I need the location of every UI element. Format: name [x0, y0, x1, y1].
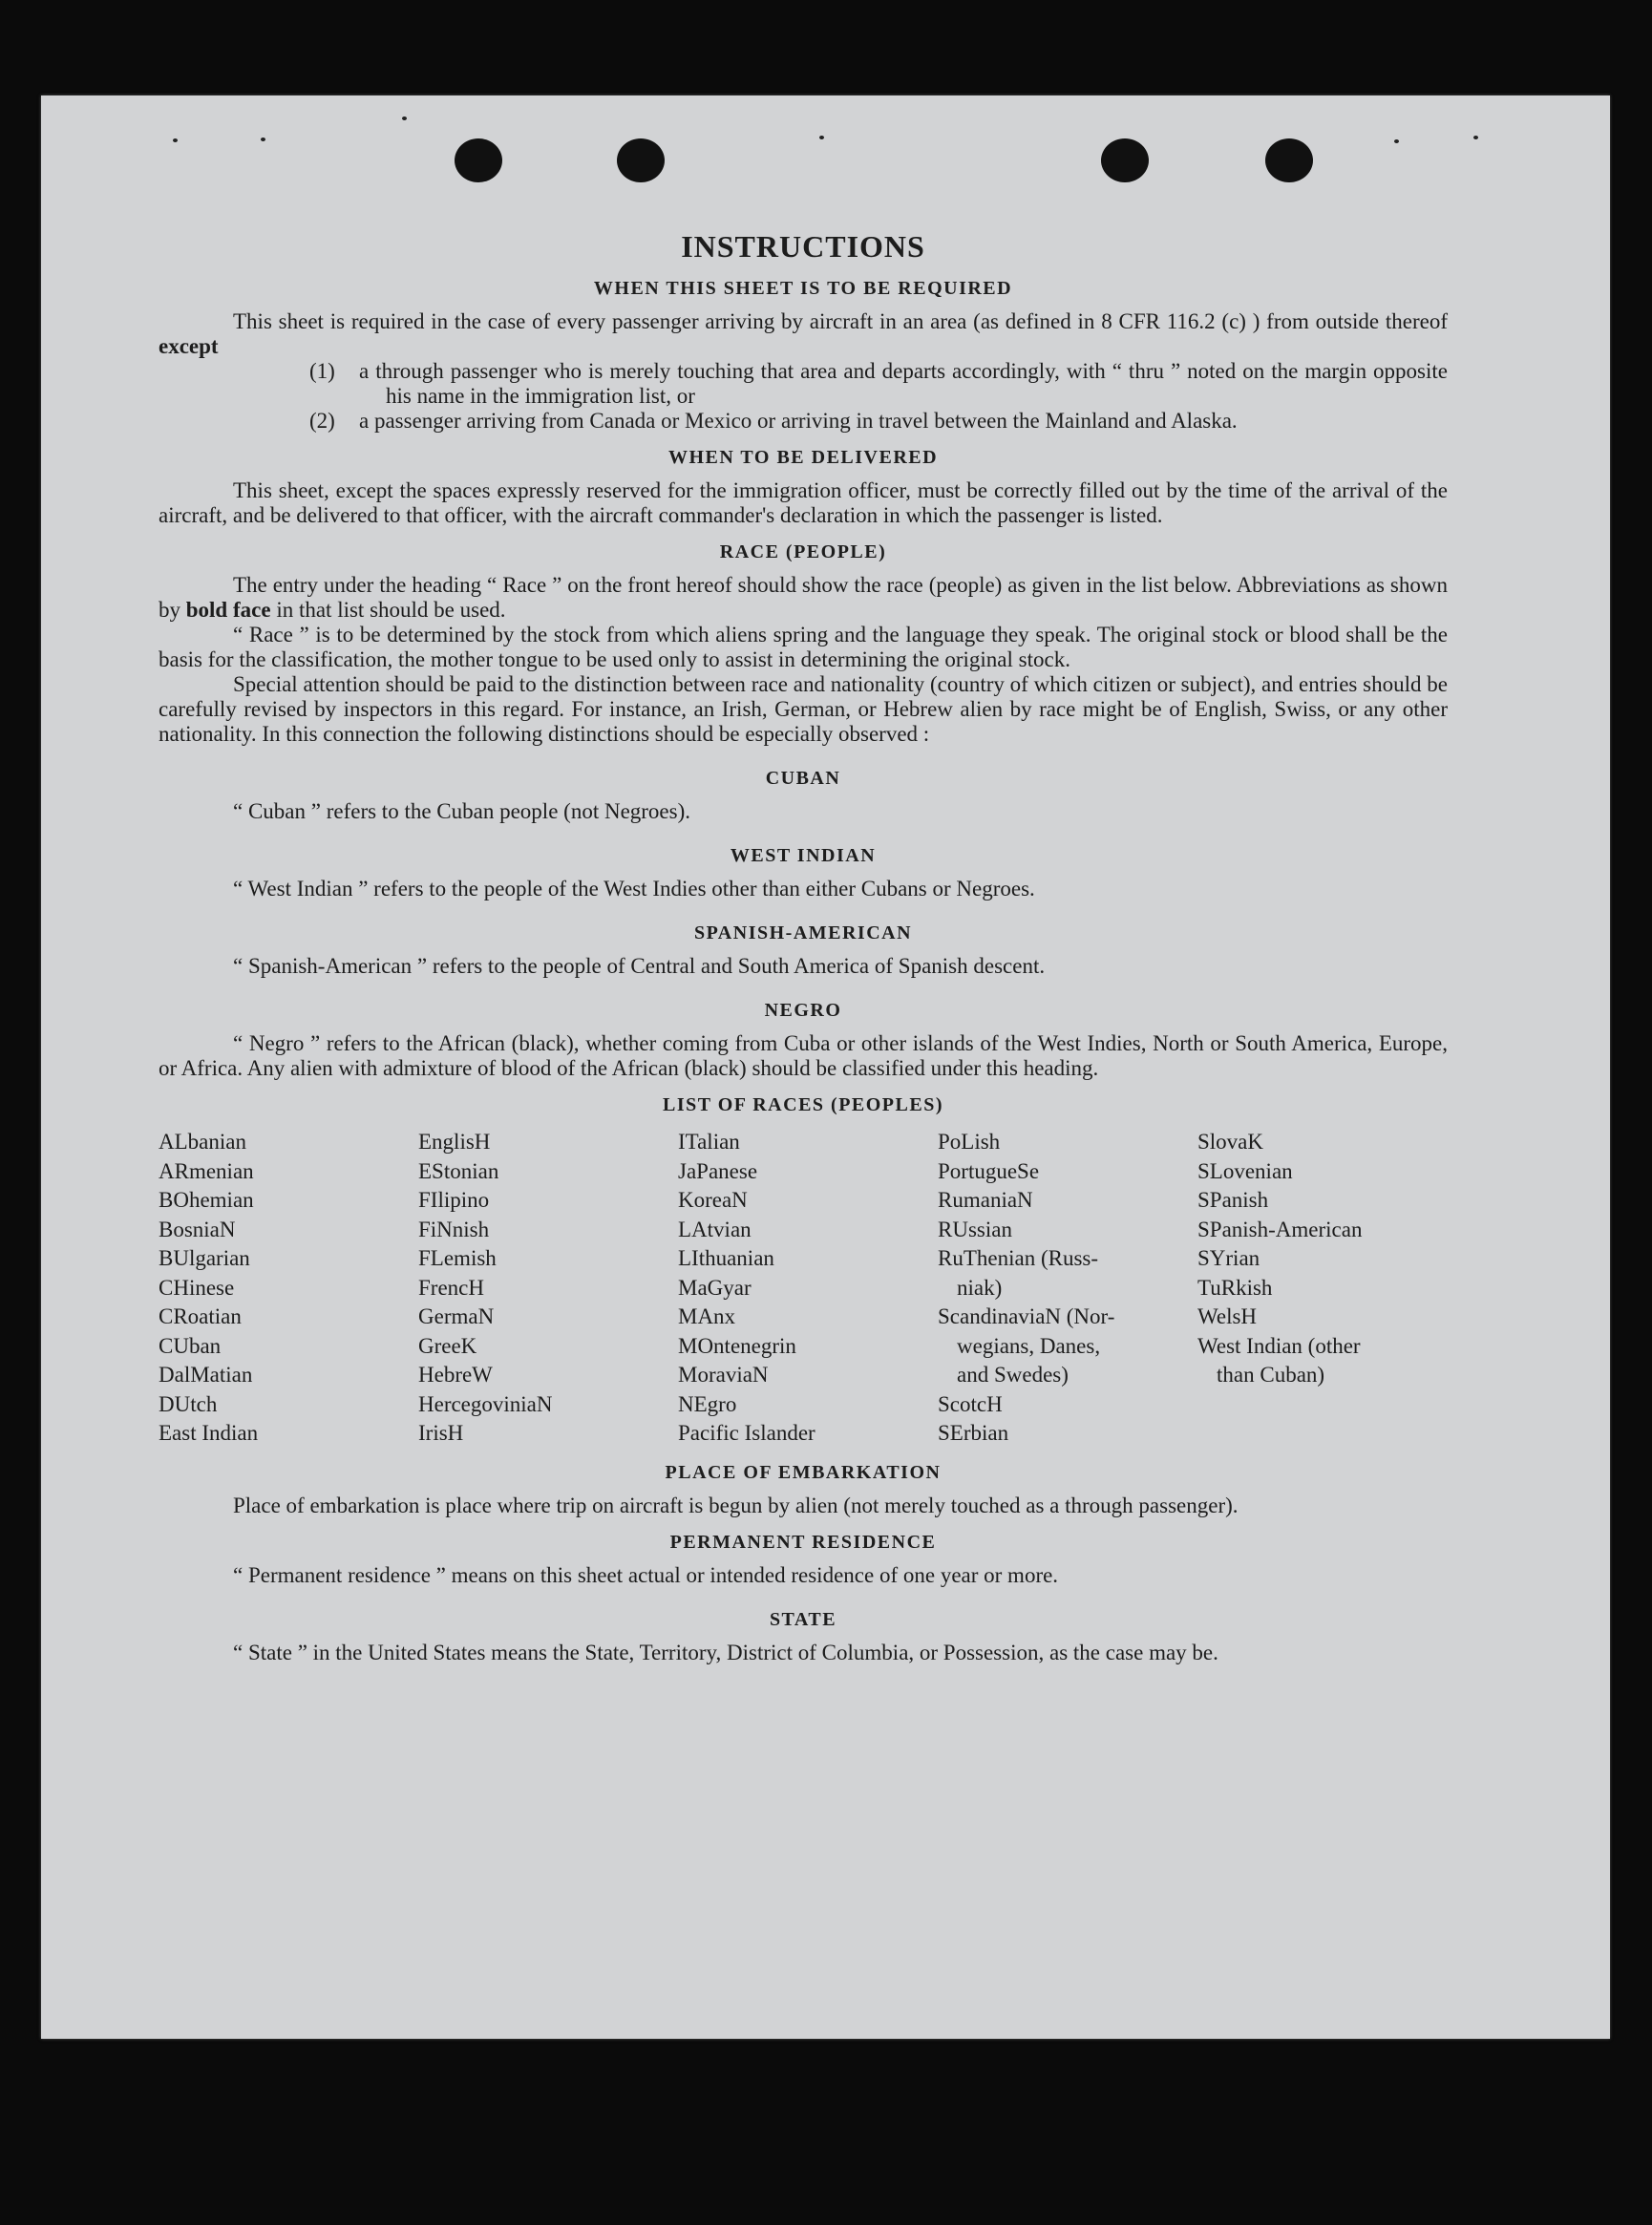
residence-text: “ Permanent residence ” means on this sheet actual or intended residence of one year or more. [233, 1562, 1059, 1587]
race-entry: FrencH [418, 1275, 484, 1300]
race-entry: than Cuban) [1217, 1363, 1325, 1387]
race-entry: wegians, Danes, [957, 1333, 1101, 1358]
race-entry: DUtch [159, 1391, 218, 1416]
negro-text: “ Negro ” refers to the African (black), whether coming from Cuba or other islands of the West Indies, North or South America, Europe, or Africa. Any alien with admixture of blood of the African (black) should be classified under this heading. [159, 1031, 1448, 1080]
item-number: (1) [309, 359, 335, 383]
page-title: INSTRUCTIONS [681, 229, 925, 264]
race-entry: CUban [159, 1333, 222, 1358]
when-delivered-text: This sheet, except the spaces expressly reserved for the immigration officer, must be correctly filled out by the time of the arrival of the aircraft, and be delivered to that officer, with the aircraft commander's declaration in which the passenger is listed. [159, 478, 1448, 527]
race-paragraph-3: Special attention should be paid to the distinction between race and nationality (country of which citizen or subject), and entries should be carefully revised by inspectors in this regard. For instance, an Irish, German, or Hebrew alien by race might be of English, Swiss, or any other nationality. In this connection the following distinctions should be especially observed : [159, 672, 1448, 746]
race-entry: SErbian [938, 1421, 1009, 1445]
race-entry: ALbanian [159, 1130, 246, 1154]
race-entry: SlovaK [1197, 1130, 1263, 1154]
race-entry: MOntenegrin [678, 1333, 796, 1358]
races-column [1197, 1128, 1448, 1449]
when-required-intro [159, 309, 1448, 359]
race-entry: DalMatian [159, 1363, 253, 1387]
race-entry: BOhemian [159, 1188, 254, 1212]
race-entry: and Swedes) [957, 1363, 1069, 1387]
races-column [678, 1128, 938, 1449]
race-entry: SYrian [1197, 1246, 1260, 1270]
speck [402, 117, 407, 120]
races-column [418, 1128, 678, 1449]
race-entry: ScandinaviaN (Nor- [938, 1304, 1115, 1328]
race-entry: JaPanese [678, 1158, 758, 1183]
item-number: (2) [309, 409, 335, 433]
race-entry: MaGyar [678, 1275, 752, 1300]
heading-residence: PERMANENT RESIDENCE [669, 1531, 937, 1553]
race-entry: CHinese [159, 1275, 235, 1300]
race-entry: FiNnish [418, 1217, 490, 1241]
race-entry: PortugueSe [938, 1158, 1040, 1183]
race-paragraph-1 [159, 573, 1448, 623]
race-entry: MoraviaN [678, 1363, 769, 1387]
race-entry: GreeK [418, 1333, 477, 1358]
item-text: a through passenger who is merely touching that area and departs accordingly, with “ thru ” noted on the margin opposite his name in the immigration list, or [359, 359, 1448, 408]
instructions-content [159, 134, 1448, 1665]
race-p1-bold: bold face [185, 598, 271, 622]
race-entry: niak) [957, 1275, 1003, 1300]
race-entry: RuThenian (Russ- [938, 1246, 1099, 1270]
heading-spanish-american: SPANISH-AMERICAN [693, 922, 913, 943]
race-entry: EnglisH [418, 1130, 491, 1154]
race-entry: PoLish [938, 1130, 1001, 1154]
race-p1-text: The entry under the heading “ Race ” on the front hereof should show the race (people) as given in the list below. Abbreviations as shown by [159, 573, 1448, 622]
race-entry: RUssian [938, 1217, 1012, 1241]
race-entry: NEgro [678, 1391, 737, 1416]
west-indian-text: “ West Indian ” refers to the people of the West Indies other than either Cubans or Negroes. [233, 877, 1035, 901]
heading-when-delivered: WHEN TO BE DELIVERED [667, 447, 939, 468]
race-entry: FIlipino [418, 1188, 490, 1212]
races-column [159, 1128, 418, 1449]
spanish-american-text: “ Spanish-American ” refers to the people of Central and South America of Spanish descent. [233, 954, 1046, 978]
heading-west-indian: WEST INDIAN [730, 845, 877, 866]
race-paragraph-2: “ Race ” is to be determined by the stock from which aliens spring and the language they speak. The original stock or blood shall be the basis for the classification, the mother tongue to be used only to assist in determining the original stock. [159, 623, 1448, 671]
race-entry: SPanish-American [1197, 1217, 1363, 1241]
speck [1473, 136, 1478, 139]
race-entry: IrisH [418, 1421, 464, 1445]
race-entry: ITalian [678, 1130, 740, 1154]
heading-state: STATE [769, 1608, 837, 1630]
race-entry: Pacific Islander [678, 1421, 815, 1445]
heading-embarkation: PLACE OF EMBARKATION [665, 1461, 942, 1483]
race-entry: BUlgarian [159, 1246, 250, 1270]
race-entry: KoreaN [678, 1188, 748, 1212]
race-entry: BosniaN [159, 1217, 236, 1241]
race-p1-text-end: in that list should be used. [270, 598, 506, 622]
race-entry: LAtvian [678, 1217, 752, 1241]
race-entry: WelsH [1197, 1304, 1258, 1328]
race-entry: HercegoviniaN [418, 1391, 553, 1416]
race-entry: MAnx [678, 1304, 736, 1328]
heading-negro: NEGRO [764, 1000, 842, 1021]
state-text: “ State ” in the United States means the State, Territory, District of Columbia, or Possession, as the case may be. [233, 1640, 1218, 1664]
heading-races-list: LIST OF RACES (PEOPLES) [662, 1094, 943, 1115]
races-list [159, 1128, 1448, 1449]
race-entry: LIthuanian [678, 1246, 774, 1270]
race-entry: TuRkish [1197, 1275, 1273, 1300]
race-entry: FLemish [418, 1246, 497, 1270]
exception-item-1 [159, 359, 1448, 409]
heading-when-required: WHEN THIS SHEET IS TO BE REQUIRED [593, 278, 1013, 299]
race-entry: SPanish [1197, 1188, 1269, 1212]
exception-item-2 [159, 409, 1448, 434]
race-entry: RumaniaN [938, 1188, 1033, 1212]
intro-text: This sheet is required in the case of every passenger arriving by aircraft in an area (as defined in 8 CFR 116.2 (c) ) from outside thereof [233, 309, 1448, 333]
cuban-text: “ Cuban ” refers to the Cuban people (not Negroes). [233, 799, 691, 823]
race-entry: SLovenian [1197, 1158, 1293, 1183]
heading-cuban: CUBAN [765, 768, 841, 789]
race-entry: HebreW [418, 1363, 493, 1387]
item-text: a passenger arriving from Canada or Mexico or arriving in travel between the Mainland and Alaska. [359, 409, 1238, 433]
race-entry: EStonian [418, 1158, 499, 1183]
race-entry: CRoatian [159, 1304, 242, 1328]
heading-race: RACE (PEOPLE) [719, 541, 887, 562]
race-entry: ScotcH [938, 1391, 1003, 1416]
embarkation-text: Place of embarkation is place where trip on aircraft is begun by alien (not merely touched as a through passenger). [233, 1493, 1239, 1517]
races-column [938, 1128, 1197, 1449]
race-entry: East Indian [159, 1421, 259, 1445]
intro-except: except [159, 334, 219, 358]
race-entry: West Indian (other [1197, 1333, 1361, 1358]
race-entry: GermaN [418, 1304, 495, 1328]
race-entry: ARmenian [159, 1158, 254, 1183]
